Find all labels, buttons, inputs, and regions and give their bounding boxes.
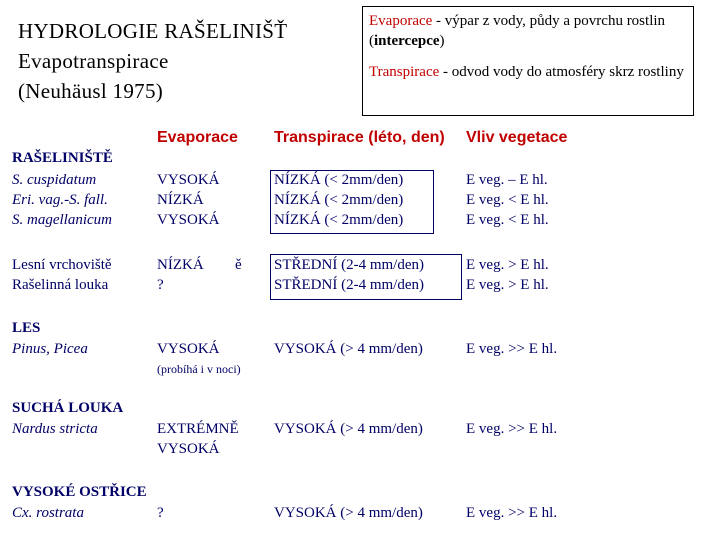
vegetation-effect-value: E veg. > E hl. xyxy=(466,277,549,293)
species-label: Eri. vag.-S. fall. xyxy=(12,192,108,208)
transpiration-value: NÍZKÁ (< 2mm/den) xyxy=(274,192,404,208)
evaporation-text: - výpar z vody, půdy a povrchu rostlin ( xyxy=(369,13,666,49)
page-subtitle: Evapotranspirace xyxy=(18,49,169,73)
section-raseliniste: RAŠELINIŠTĚ xyxy=(12,150,113,166)
page-title: HYDROLOGIE RAŠELINIŠŤ xyxy=(18,19,288,43)
section-les: LES xyxy=(12,320,41,336)
habitat-label: Lesní vrchoviště xyxy=(12,257,112,273)
section-vysoke-ostrice: VYSOKÉ OSTŘICE xyxy=(12,484,147,500)
evaporation-value: ? xyxy=(157,505,164,521)
evaporation-text-end: ) xyxy=(439,33,445,49)
transpiration-definition xyxy=(369,62,687,82)
transpiration-value: NÍZKÁ (< 2mm/den) xyxy=(274,172,404,188)
transpiration-term: Transpirace xyxy=(369,64,440,80)
vegetation-effect-value: E veg. < E hl. xyxy=(466,192,549,208)
definitions-box xyxy=(362,6,694,116)
evaporation-value: NÍZKÁ xyxy=(157,192,204,208)
evaporation-term: Evaporace xyxy=(369,13,433,29)
evaporation-value: VYSOKÁ xyxy=(157,212,220,228)
evaporation-value-line2: VYSOKÁ xyxy=(157,441,220,457)
vegetation-effect-value: E veg. ‒ E hl. xyxy=(466,172,548,188)
vegetation-effect-value: E veg. < E hl. xyxy=(466,212,549,228)
vegetation-effect-value: E veg. >> E hl. xyxy=(466,505,558,521)
evaporation-value: EXTRÉMNĚ xyxy=(157,421,239,437)
transpiration-value: VYSOKÁ (> 4 mm/den) xyxy=(274,341,423,357)
transpiration-value: NÍZKÁ (< 2mm/den) xyxy=(274,212,404,228)
evaporation-note: (probíhá i v noci) xyxy=(157,362,241,376)
evaporation-value: VYSOKÁ xyxy=(157,172,220,188)
header-transpirace: Transpirace (léto, den) xyxy=(274,129,445,146)
header-evaporace: Evaporace xyxy=(157,129,238,146)
transpiration-value: STŘEDNÍ (2-4 mm/den) xyxy=(274,257,424,273)
evaporation-value: NÍZKÁ xyxy=(157,257,204,273)
stray-character: ě xyxy=(235,257,242,273)
header-vliv-vegetace: Vliv vegetace xyxy=(466,129,568,146)
transpiration-value: STŘEDNÍ (2-4 mm/den) xyxy=(274,277,424,293)
habitat-label: Rašelinná louka xyxy=(12,277,109,293)
transpiration-value: VYSOKÁ (> 4 mm/den) xyxy=(274,421,423,437)
section-sucha-louka: SUCHÁ LOUKA xyxy=(12,400,124,416)
vegetation-effect-value: E veg. >> E hl. xyxy=(466,341,558,357)
transpiration-value: VYSOKÁ (> 4 mm/den) xyxy=(274,505,423,521)
interception-term: intercepce xyxy=(374,33,440,49)
transpiration-text: - odvod vody do atmosféry skrz rostliny xyxy=(439,64,684,80)
vegetation-effect-value: E veg. >> E hl. xyxy=(466,421,558,437)
species-label: S. magellanicum xyxy=(12,212,112,228)
vegetation-effect-value: E veg. > E hl. xyxy=(466,257,549,273)
species-label: Pinus, Picea xyxy=(12,341,88,357)
species-label: Nardus stricta xyxy=(12,421,98,437)
evaporation-value: VYSOKÁ xyxy=(157,341,220,357)
species-label: S. cuspidatum xyxy=(12,172,97,188)
page-citation: (Neuhäusl 1975) xyxy=(18,79,164,103)
evaporation-definition xyxy=(369,11,687,51)
species-label: Cx. rostrata xyxy=(12,505,84,521)
evaporation-value: ? xyxy=(157,277,164,293)
